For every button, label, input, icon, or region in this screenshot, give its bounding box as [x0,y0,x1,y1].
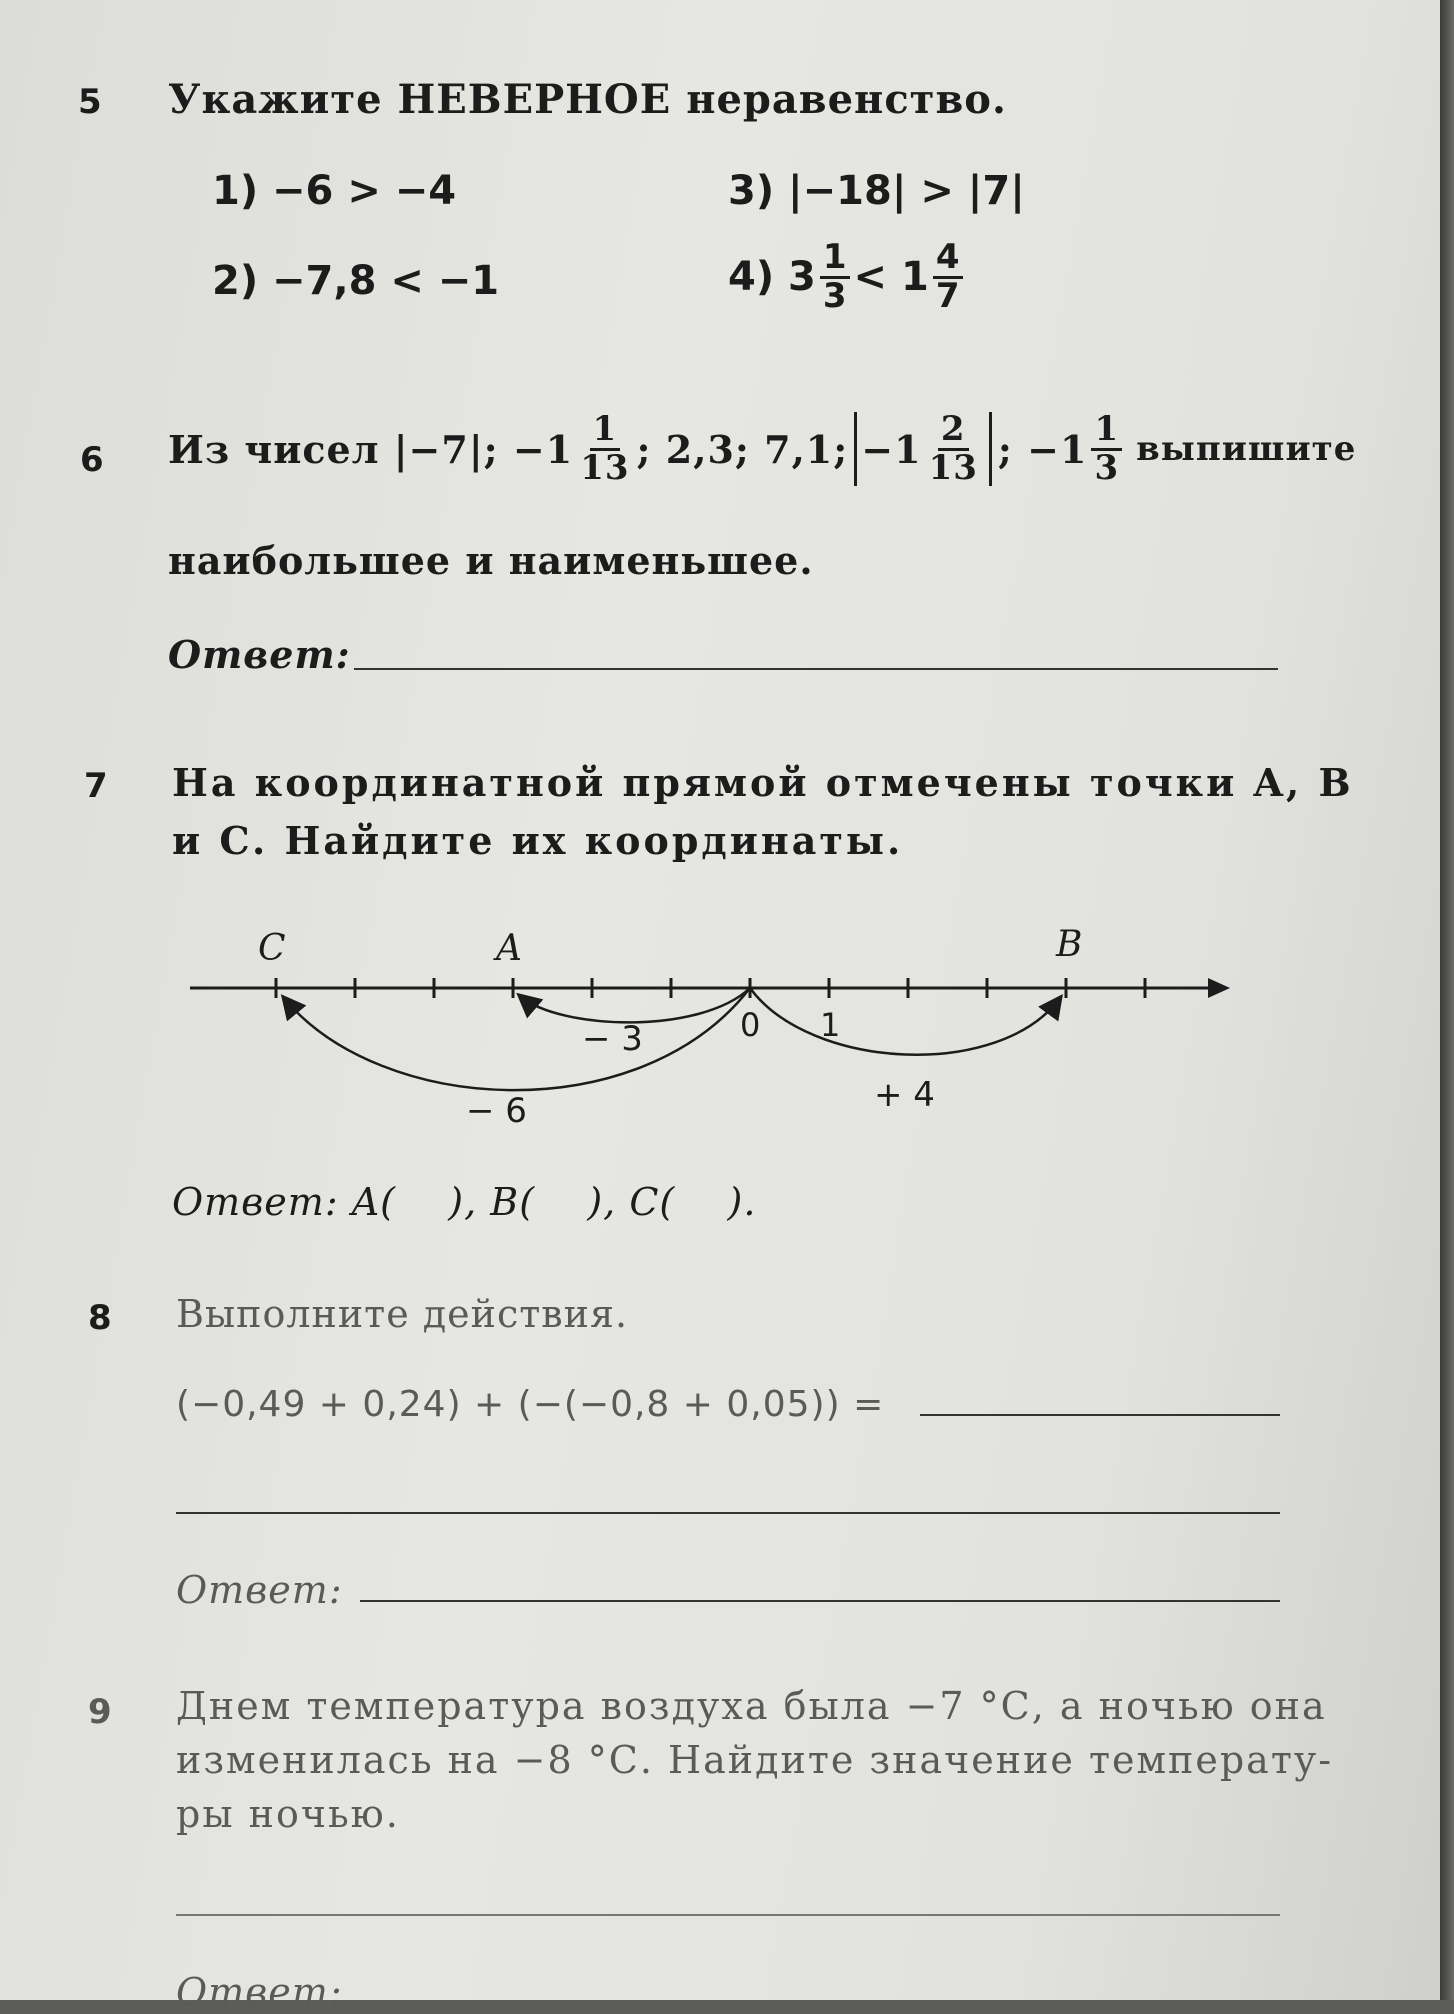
task8-number: 8 [88,1298,112,1338]
task6-fraction-1 [577,409,632,488]
fraction-denominator: 3 [822,275,847,316]
task9-line-3: ры ночью. [176,1792,400,1836]
task5-number: 5 [78,82,102,122]
task9-answer-label: Ответ: [176,1970,343,2014]
task6-fraction-3 [1091,409,1122,488]
task6-text-4: ; −1 [997,426,1088,472]
axis-arrow-icon [1208,978,1230,998]
task8-answer-label: Ответ: [176,1568,343,1612]
task6-answer-line[interactable] [354,668,1278,670]
fraction-numerator: 1 [1091,412,1122,451]
task6-text-5: выпишите [1136,429,1357,470]
task6-text-2: ; 2,3; 7,1; [636,426,849,472]
task5-prompt: Укажите НЕВЕРНОЕ неравенство. [168,76,1007,123]
arc-minus-6 [284,988,750,1090]
number-line-diagram [0,900,1300,1160]
task8-prompt: Выполните действия. [176,1292,629,1336]
task5-option-2: 2) −7,8 < −1 [212,258,500,304]
task5-option-4-prefix: 4) 3 [728,254,816,301]
task6-line-1 [168,409,1357,488]
arc-label-minus-3: − 3 [582,1019,643,1059]
task7-line-2: и C. Найдите их координаты. [172,818,904,863]
fraction-numerator: 2 [938,412,969,451]
fraction-numerator: 1 [590,412,621,451]
task9-line-2: изменилась на −8 °С. Найдите значение температу- [176,1738,1334,1782]
task5-option-4-fraction-1 [820,237,850,316]
task9-work-line[interactable] [176,1914,1280,1916]
task8-answer-line[interactable] [360,1600,1280,1602]
point-label-b: B [1056,924,1083,965]
fraction-numerator: 1 [820,240,850,279]
fraction-denominator: 13 [928,447,978,488]
fraction-denominator: 13 [580,447,630,488]
task8-result-line[interactable] [920,1414,1280,1416]
task6-answer-label: Ответ: [168,632,351,677]
point-label-c: C [258,928,286,969]
fraction-numerator: 4 [933,240,963,279]
task6-number: 6 [80,440,104,480]
task6-line-2: наибольшее и наименьшее. [168,538,814,583]
task7-answer: Ответ: A( ), B( ), C( ). [172,1180,757,1224]
task8-work-line[interactable] [176,1512,1280,1514]
task5-option-4 [728,237,967,316]
task6-text-3: −1 [861,426,922,472]
fraction-denominator: 3 [1094,447,1120,488]
arc-plus-4 [750,988,1060,1055]
zero-label: 0 [740,1006,761,1044]
task6-fraction-2 [926,409,981,488]
arc-label-minus-6: − 6 [466,1091,527,1131]
task7-line-1: На координатной прямой отмечены точки A, B [172,760,1354,805]
task6-text-1: Из чисел |−7|; −1 [168,426,574,472]
point-label-a: A [496,928,522,969]
one-label: 1 [820,1006,841,1044]
arc-label-plus-4: + 4 [874,1075,935,1115]
task8-expression: (−0,49 + 0,24) + (−(−0,8 + 0,05)) = [176,1384,885,1425]
page-edge [1440,0,1454,2000]
task5-option-1: 1) −6 > −4 [212,168,457,214]
fraction-denominator: 7 [935,275,960,316]
task6-absolute-value [854,409,992,488]
task5-option-4-fraction-2 [933,237,963,316]
arc-minus-3 [520,988,750,1022]
task5-option-4-middle: < 1 [853,254,929,301]
task9-number: 9 [88,1692,112,1732]
task7-number: 7 [84,766,108,806]
task9-line-1: Днем температура воздуха была −7 °С, а ночью она [176,1684,1327,1728]
task5-option-3: 3) |−18| > |7| [728,168,1025,214]
